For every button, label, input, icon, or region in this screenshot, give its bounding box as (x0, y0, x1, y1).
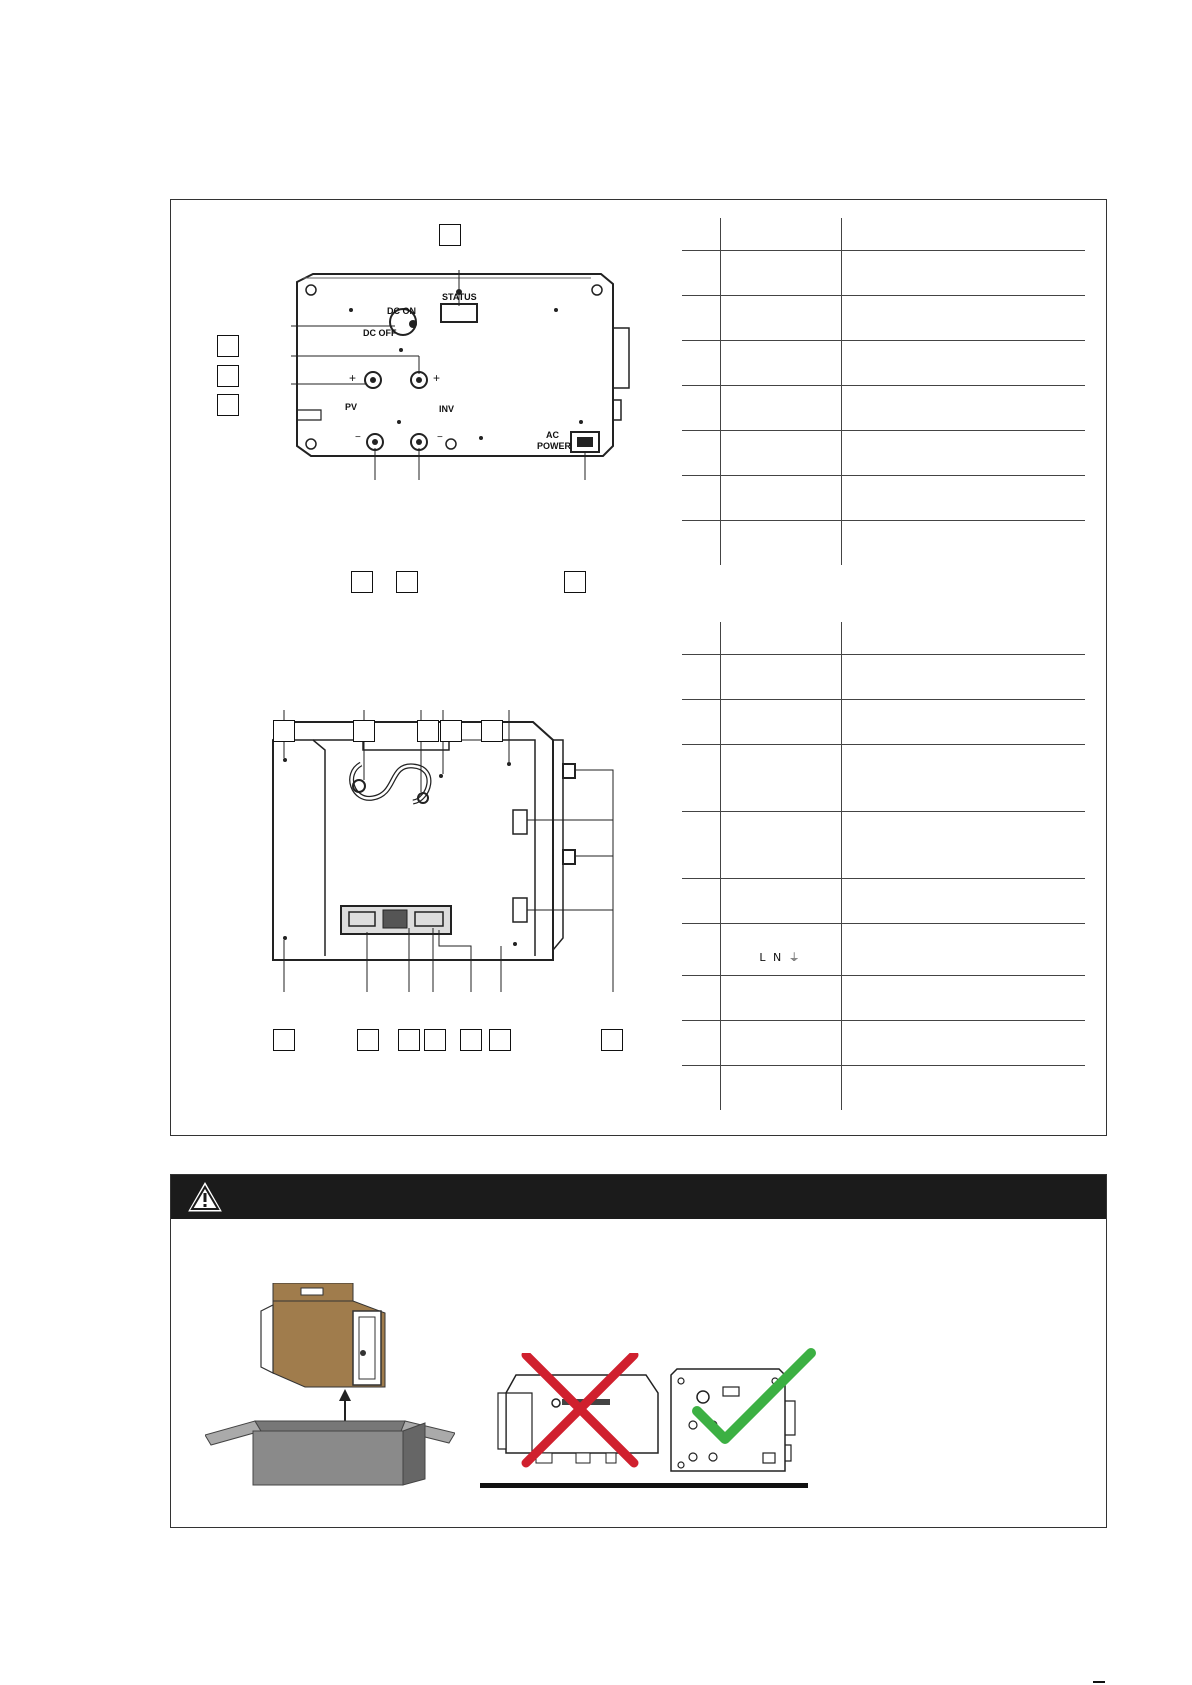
table-row (682, 744, 1085, 811)
unit-side-drawing (263, 710, 623, 1010)
unit-side-figure (263, 710, 623, 1010)
table-row (682, 699, 1085, 744)
table-row (682, 250, 1085, 295)
callout-side-9 (424, 1029, 446, 1051)
unboxing-drawing (205, 1283, 455, 1493)
ac-label: AC (546, 430, 559, 440)
callout-side-1 (273, 720, 295, 742)
callout-status (439, 224, 461, 246)
table-row (682, 430, 1085, 475)
wrong-placement-drawing (496, 1353, 666, 1473)
callout-side-10 (460, 1029, 482, 1051)
terminal-label: L N ⏚ (759, 951, 802, 964)
callout-side-6 (273, 1029, 295, 1051)
callout-side-5 (481, 720, 503, 742)
table-row (682, 923, 1085, 975)
callout-side-3 (417, 720, 439, 742)
callout-side-4 (440, 720, 462, 742)
power-label: POWER (537, 441, 572, 451)
inv-minus-label: − (437, 432, 443, 443)
callout-ac-power (564, 571, 586, 593)
callout-pv-plus (217, 394, 239, 416)
rear-panel-spec-table (682, 218, 1085, 565)
rear-panel-figure (291, 270, 631, 480)
pv-label: PV (345, 402, 358, 412)
callout-inv-plus (217, 365, 239, 387)
warning-header-bar (171, 1175, 1106, 1219)
pv-plus-label: + (349, 371, 357, 385)
callout-dc-switch (217, 335, 239, 357)
correct-placement-illustration (667, 1341, 827, 1475)
dc-on-label: DC ON (387, 306, 416, 316)
correct-placement-drawing (667, 1341, 827, 1475)
table-row (682, 295, 1085, 340)
components-overview-frame (170, 199, 1107, 1136)
dc-off-label: DC OFF (363, 328, 397, 338)
callout-side-12 (601, 1029, 623, 1051)
callout-side-8 (398, 1029, 420, 1051)
status-label: STATUS (442, 292, 477, 302)
wrong-placement-illustration (496, 1353, 666, 1473)
table-row (682, 218, 1085, 250)
callout-side-7 (357, 1029, 379, 1051)
ground-surface-line (480, 1483, 808, 1488)
table-row (682, 385, 1085, 430)
table-row (682, 654, 1085, 699)
inv-plus-label: + (433, 371, 441, 385)
side-spec-table (682, 622, 1085, 1110)
warning-triangle-icon (187, 1181, 223, 1213)
callout-side-2 (353, 720, 375, 742)
inv-label: INV (439, 404, 455, 414)
page-corner-mark (1093, 1681, 1105, 1683)
table-row (682, 340, 1085, 385)
table-row (682, 520, 1085, 565)
warning-frame (170, 1174, 1107, 1528)
pv-minus-label: − (355, 432, 361, 443)
table-row (682, 811, 1085, 878)
callout-side-11 (489, 1029, 511, 1051)
table-row (682, 975, 1085, 1020)
table-row (682, 1065, 1085, 1110)
table-row (682, 475, 1085, 520)
unboxing-illustration (205, 1283, 455, 1493)
table-row (682, 878, 1085, 923)
table-row (682, 1020, 1085, 1065)
table-row (682, 622, 1085, 654)
callout-inv-minus (396, 571, 418, 593)
callout-pv-minus (351, 571, 373, 593)
